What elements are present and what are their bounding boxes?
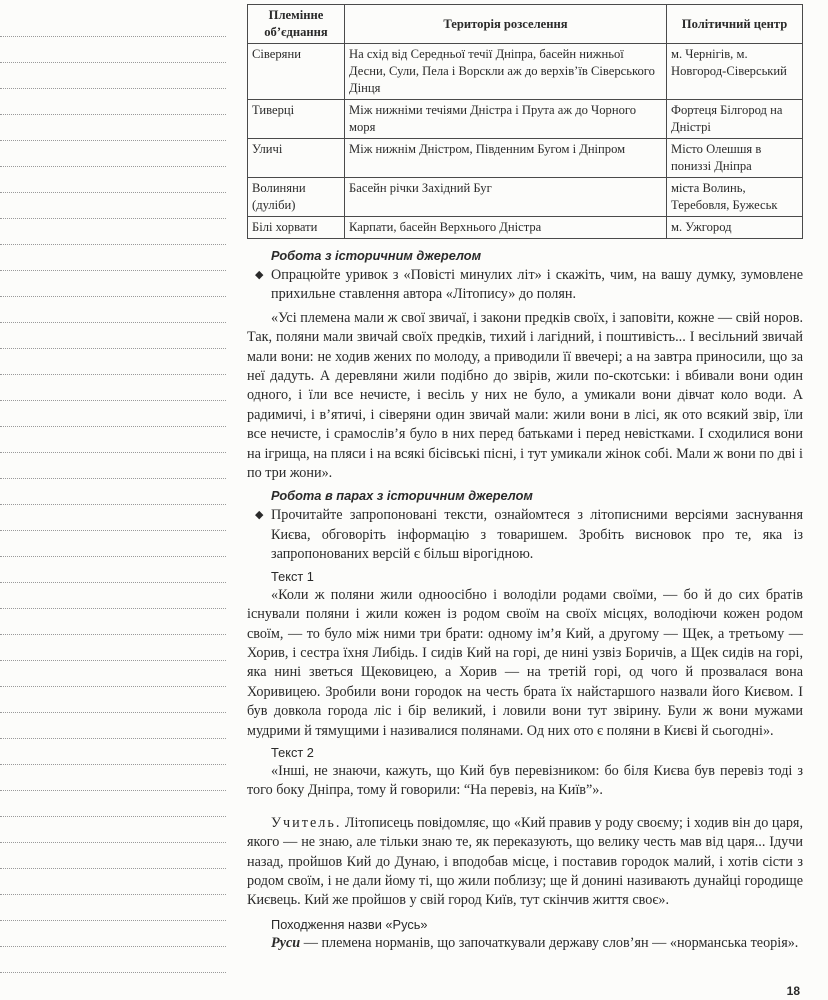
- note-line: [0, 88, 226, 89]
- note-line: [0, 192, 226, 193]
- note-line: [0, 660, 226, 661]
- table-row: [248, 100, 803, 139]
- origin-heading: Походження назви «Русь»: [271, 916, 428, 932]
- chronicle-quote: «Усі племена мали ж свої звичаї, і закони предків своїх, і заповіти, кожне — свій норов. Так, поляни мали звичай своїх предків, тихий і лагідний, і поштивість... І весільний звичай мали вони: не ходив жених по молоду, а приводили її ввечері; а на завтра приносили, що за неї дадуть. А деревляни жили подібно до звірів, жили по-скотськи: і вбивали вони один одного, і їли все нечисте, і весіль у них не було, а умикали вони дівчат коло води. А радимичі, і в’ятичі, і сіверяни один звичай мали: жили вони в лісі, як ото всякий звір, їли все нечисте, і срамослів’я було в них перед батьками і перед невістками. І сходилися вони на ігрища, на пляси і на всякі бісівські пісні, і тут умикали жінок собі. Мали ж вони по дві і по три жони».: [247, 309, 803, 482]
- territory-cell: На схід від Середньої течії Дніпра, басейн нижньої Десни, Сули, Пела і Ворскли аж до верхів’їв Сіверського Дінця: [345, 44, 667, 100]
- note-line: [0, 62, 226, 63]
- note-line: [0, 634, 226, 635]
- note-line: [0, 478, 226, 479]
- note-line: [0, 686, 226, 687]
- notes-margin: [0, 0, 226, 1000]
- center-cell: м. Ужгород: [667, 217, 803, 239]
- note-line: [0, 764, 226, 765]
- note-line: [0, 296, 226, 297]
- note-line: [0, 426, 226, 427]
- rusy-text: — племена норманів, що започаткували державу слов’ян — «норманська теорія».: [300, 934, 799, 951]
- text2-quote: «Інші, не знаючи, кажуть, що Кий був перевізником: бо біля Києва був перевіз тоді з того боку Дніпра, тому й говорили: “На перевіз, на Київ”».: [247, 762, 803, 799]
- table-row: [248, 217, 803, 239]
- note-line: [0, 140, 226, 141]
- tribes-table: [247, 4, 803, 239]
- table-header-row: [248, 5, 803, 44]
- note-line: [0, 218, 226, 219]
- note-line: [0, 270, 226, 271]
- territory-cell: Між нижніми течіями Дністра і Прута аж до Чорного моря: [345, 100, 667, 139]
- task-text: Прочитайте запропоновані тексти, ознайомтеся з літописними версіями заснування Києва, обговоріть інформацію з товаришем. Зробіть висновок про те, яка із запропонованих версій є більш вірогідною.: [271, 507, 803, 563]
- note-line: [0, 816, 226, 817]
- tribe-cell: Білі хорвати: [248, 217, 345, 239]
- table-row: [248, 139, 803, 178]
- teacher-label: Учитель.: [271, 814, 342, 831]
- note-line: [0, 348, 226, 349]
- teacher-text: Літописець повідомляє, що «Кий правив у роду своєму; і ходив він до царя, якого — не знаю, але тільки знаю те, як переказують, що велику честь мав від царя... Ідучи назад, пройшов Кий до Дунаю, і вподобав місце, і поставив городок малий, і хотів сісти з родом своїм, і не дали йому ті, що жили поблизу; ще й донині називають дунайці городище Києвець. Кий же пройшов у свій город Київ, тут скінчив життя своє».: [247, 814, 803, 909]
- note-line: [0, 114, 226, 115]
- task-text: Опрацюйте уривок з «Повісті минулих літ» і скажіть, чим, на вашу думку, зумовлене прихильне ставлення автора «Літопису» до полян.: [271, 267, 803, 303]
- center-cell: м. Чернігів, м. Новгород-Сіверський: [667, 44, 803, 100]
- section-heading-source: Робота з історичним джерелом: [271, 248, 482, 263]
- header-territory: Територія розселення: [345, 5, 667, 44]
- table-row: [248, 178, 803, 217]
- note-line: [0, 946, 226, 947]
- note-line: [0, 556, 226, 557]
- page-content: [247, 4, 803, 953]
- note-line: [0, 582, 226, 583]
- note-line: [0, 790, 226, 791]
- note-line: [0, 244, 226, 245]
- tribe-cell: Уличі: [248, 139, 345, 178]
- territory-cell: Карпати, басейн Верхнього Дністра: [345, 217, 667, 239]
- tribe-cell: Тиверці: [248, 100, 345, 139]
- table-row: [248, 44, 803, 100]
- note-line: [0, 842, 226, 843]
- note-line: [0, 36, 226, 37]
- center-cell: міста Волинь, Теребовля, Бужеськ: [667, 178, 803, 217]
- text1-label: Текст 1: [271, 568, 314, 584]
- note-line: [0, 920, 226, 921]
- center-cell: Місто Олешшя в пониззі Дніпра: [667, 139, 803, 178]
- territory-cell: Басейн річки Західний Буг: [345, 178, 667, 217]
- note-line: [0, 322, 226, 323]
- note-line: [0, 166, 226, 167]
- note-line: [0, 530, 226, 531]
- task-source: [247, 266, 803, 305]
- note-line: [0, 972, 226, 973]
- header-center: Політичний центр: [667, 5, 803, 44]
- header-tribe: Племінне об’єднання: [248, 5, 345, 44]
- section-heading-pairs: Робота в парах з історичним джерелом: [271, 488, 533, 504]
- page-number: 18: [786, 984, 800, 998]
- note-line: [0, 608, 226, 609]
- task-pairs: [247, 506, 803, 564]
- note-line: [0, 868, 226, 869]
- note-line: [0, 452, 226, 453]
- territory-cell: Між нижнім Дністром, Південним Бугом і Дніпром: [345, 139, 667, 178]
- note-line: [0, 400, 226, 401]
- rusy-term: Руси: [271, 934, 301, 951]
- note-line: [0, 504, 226, 505]
- teacher-paragraph: [247, 814, 803, 911]
- note-line: [0, 374, 226, 375]
- tribe-cell: Волиняни (дуліби): [248, 178, 345, 217]
- diamond-bullet-icon: ◆: [255, 509, 264, 522]
- rusy-definition: [247, 934, 803, 953]
- center-cell: Фортеця Білгород на Дністрі: [667, 100, 803, 139]
- note-line: [0, 712, 226, 713]
- tribe-cell: Сіверяни: [248, 44, 345, 100]
- note-line: [0, 738, 226, 739]
- text2-label: Текст 2: [271, 744, 314, 760]
- diamond-bullet-icon: ◆: [255, 269, 264, 281]
- note-line: [0, 894, 226, 895]
- text1-quote: «Коли ж поляни жили одноосібно і володіли родами своїми, — бо й до сих братів існували поляни і жили кожен із родом своїм на своїх місцях, володіючи кожен родом своїм, — то було між ними три брати: одному ім’я Кий, а другому — Щек, а третьому — Хорив, і сестра їхня Либідь. І сидів Кий на горі, де нині узвіз Боричів, а Щек сидів на горі, яка нині зветься Щековицею, а Хорив — на третій горі, од чого й прозвалася вона Хоривицею. Зробили вони городок на честь брата їх найстаршого назвали його Києвом. І був довкола города ліс і бір великий, і ловили вони тут звірину. Були ж вони мужами мудрими й тямущими і називалися полянами. Од них ото є поляни в Києві й сьогодні».: [247, 586, 803, 739]
